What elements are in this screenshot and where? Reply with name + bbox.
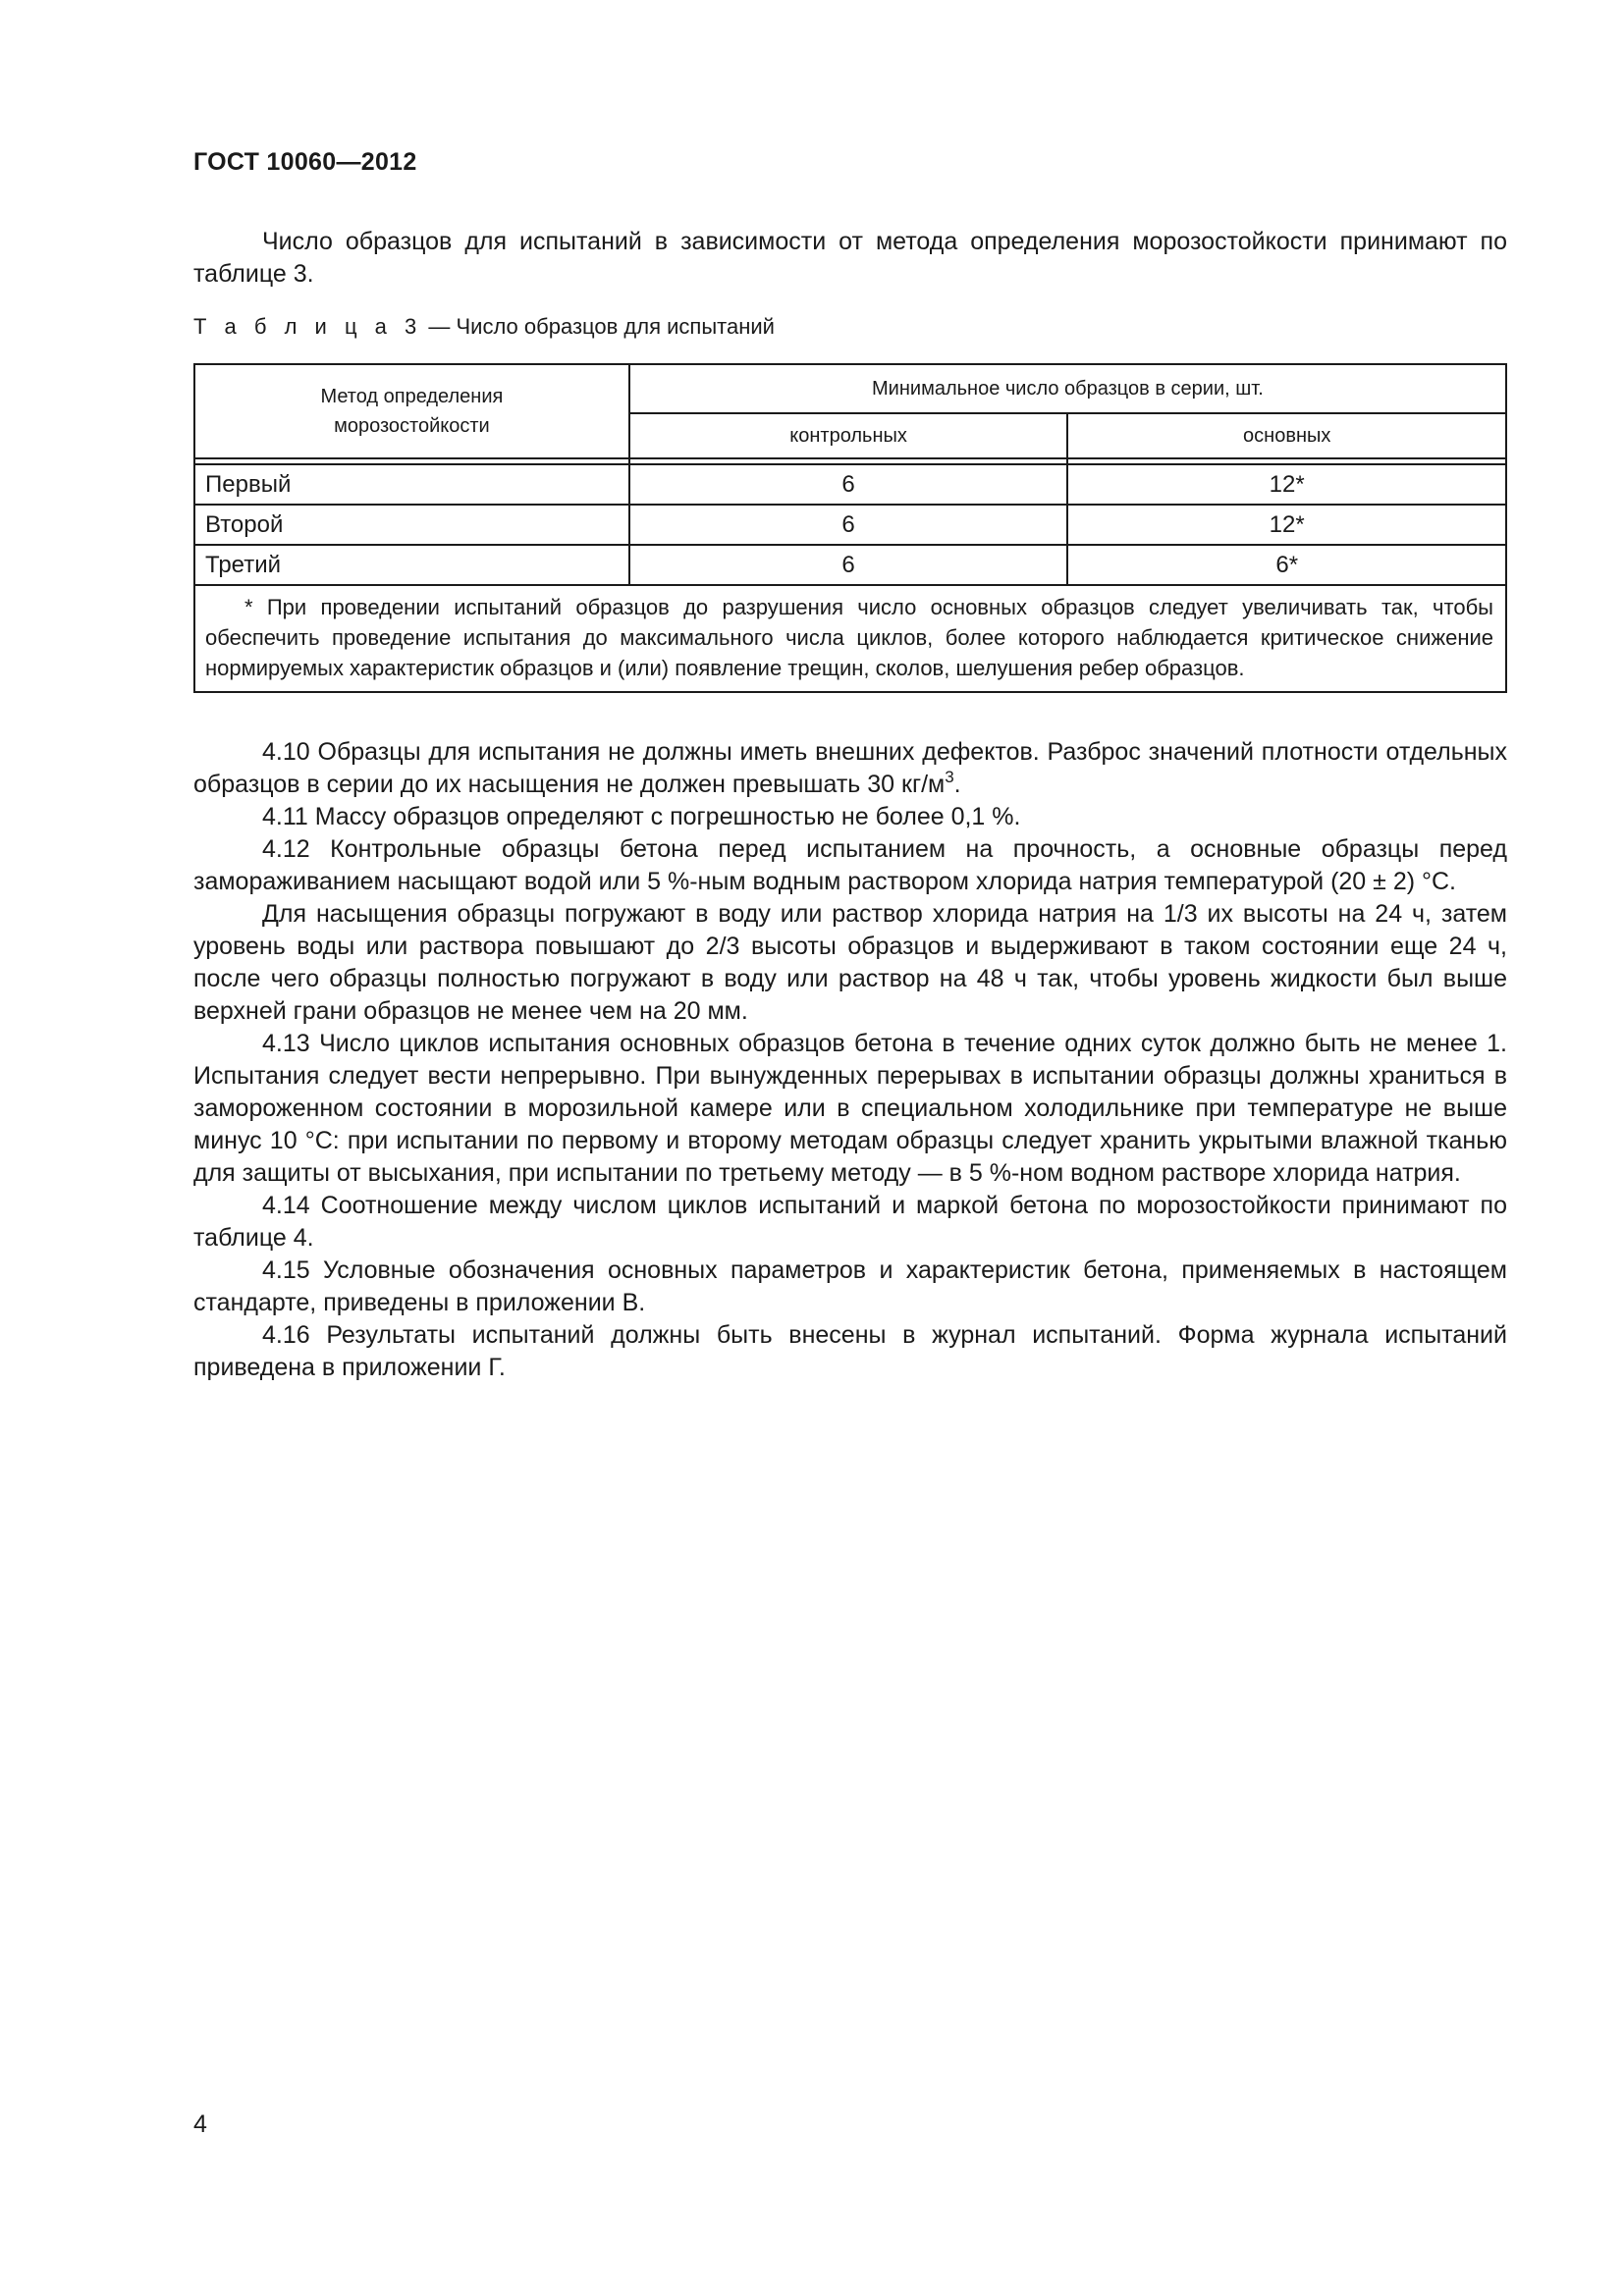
table-footnote-row xyxy=(194,585,1506,692)
table-caption-prefix: Т а б л и ц а 3 xyxy=(193,314,423,339)
section-4-14: 4.14 Соотношение между числом циклов испытаний и маркой бетона по морозостойкости принимают по таблице 4. xyxy=(193,1192,1507,1252)
header-method: Метод определения морозостойкости xyxy=(194,364,629,458)
section-4-13: 4.13 Число циклов испытания основных образцов бетона в течение одних суток должно быть не менее 1. Испытания следует вести непрерывно. При вынужденных перерывах в испытании образцы должны храниться в замороженном состоянии в морозильной камере или в специальном холодильнике при температуре не выше минус 10 °С: при испытании по первому и второму методам образцы следует хранить укрытыми влажной тканью для защиты от высыхания, при испытании по третьему методу — в 5 %-ном водном растворе хлорида натрия. xyxy=(193,1030,1507,1187)
row-method: Первый xyxy=(194,464,629,505)
table-caption-title: — Число образцов для испытаний xyxy=(428,314,775,339)
row-main: 6* xyxy=(1067,545,1506,585)
section-4-10 xyxy=(193,736,1507,801)
intro-paragraph xyxy=(193,226,1507,291)
section-4-15: 4.15 Условные обозначения основных параметров и характеристик бетона, применяемых в настоящем стандарте, приведены в приложении В. xyxy=(193,1256,1507,1316)
row-main: 12* xyxy=(1067,464,1506,505)
superscript-3: 3 xyxy=(945,768,954,786)
sections-block xyxy=(193,736,1507,1384)
section-4-10-end: . xyxy=(953,771,961,798)
table-header-row xyxy=(194,364,1506,413)
section-4-16: 4.16 Результаты испытаний должны быть внесены в журнал испытаний. Форма журнала испытаний приведена в приложении Г. xyxy=(193,1321,1507,1381)
header-control: контрольных xyxy=(629,413,1068,458)
row-main: 12* xyxy=(1067,505,1506,545)
table-row xyxy=(194,505,1506,545)
header-min-count: Минимальное число образцов в серии, шт. xyxy=(629,364,1506,413)
row-control: 6 xyxy=(629,545,1068,585)
row-control: 6 xyxy=(629,464,1068,505)
section-4-12: 4.12 Контрольные образцы бетона перед испытанием на прочность, а основные образцы перед замораживанием насыщают водой или 5 %-ным водным раствором хлорида натрия температурой (20 ± 2) °С. xyxy=(193,835,1507,895)
row-method: Второй xyxy=(194,505,629,545)
table-caption xyxy=(193,314,775,340)
section-4-11: 4.11 Массу образцов определяют с погрешностью не более 0,1 %. xyxy=(262,803,1021,830)
footnote-text: * При проведении испытаний образцов до разрушения число основных образцов следует увеличивать так, чтобы обеспечить проведение испытания до максимального числа циклов, более которого наблюдается критическое снижение нормируемых характеристик образцов и (или) появление трещин, сколов, шелушения ребер образцов. xyxy=(205,595,1493,680)
section-4-10-text: 4.10 Образцы для испытания не должны иметь внешних дефектов. Разброс значений плотности отдельных образцов в серии до их насыщения не должен превышать 30 кг/м xyxy=(193,738,1507,798)
document-code-header: ГОСТ 10060—2012 xyxy=(193,148,417,176)
row-method: Третий xyxy=(194,545,629,585)
page-number: 4 xyxy=(193,2110,207,2138)
row-control: 6 xyxy=(629,505,1068,545)
samples-table xyxy=(193,363,1507,693)
table-footnote xyxy=(194,585,1506,692)
table-row xyxy=(194,464,1506,505)
section-4-12-continued: Для насыщения образцы погружают в воду или раствор хлорида натрия на 1/3 их высоты на 24 ч, затем уровень воды или раствора повышают до 2/3 высоты образцов и выдерживают в таком состоянии еще 24 ч, после чего образцы полностью погружают в воду или раствор на 48 ч так, чтобы уровень жидкости был выше верхней грани образцов не менее чем на 20 мм. xyxy=(193,900,1507,1025)
table-row xyxy=(194,545,1506,585)
intro-text: Число образцов для испытаний в зависимости от метода определения морозостойкости принимают по таблице 3. xyxy=(193,228,1507,288)
header-main: основных xyxy=(1067,413,1506,458)
